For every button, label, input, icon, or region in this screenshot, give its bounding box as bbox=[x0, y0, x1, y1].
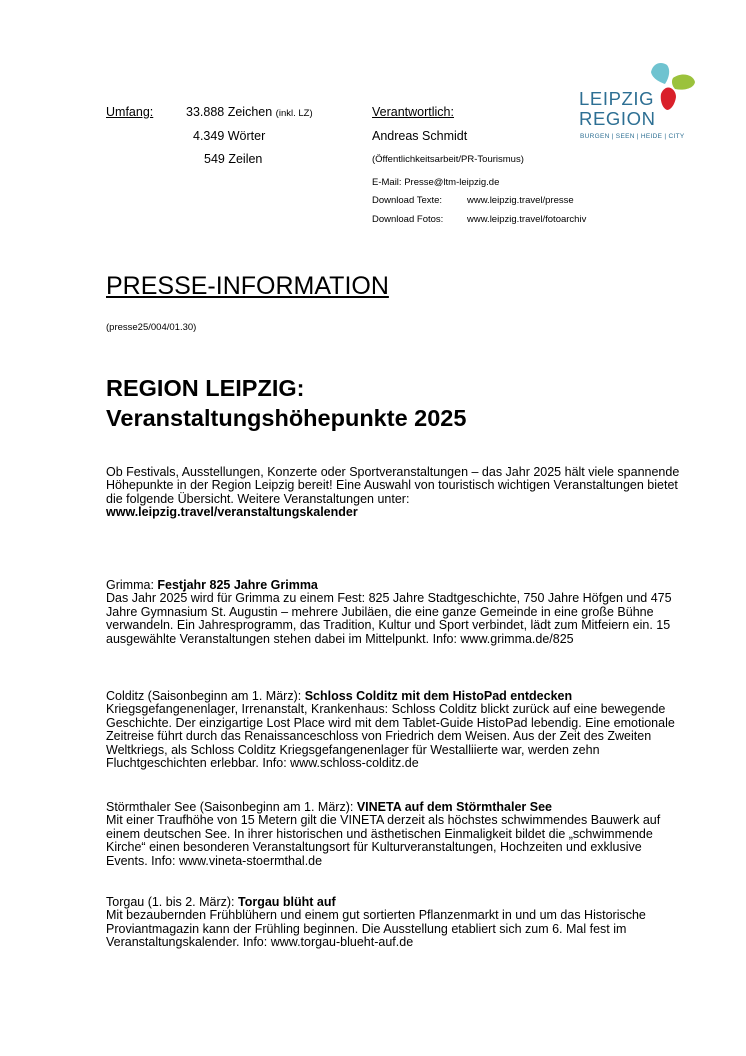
event-title: Schloss Colditz mit dem HistoPad entdecken bbox=[304, 689, 573, 703]
event-body: Mit einer Traufhöhe von 15 Metern gilt die VINETA derzeit als höchstes schwimmendes Bauwerk auf einem deutschen See. In ihrer historischen und ästhetischen Einmaligkeit bildet die „schwimmende Kirche“ einen besonderen Veranstaltungsort für Kulturveranstaltungen, Hochzeiten und exklusive Events. Info: www.vineta-stoermthal.de bbox=[106, 813, 661, 868]
headline bbox=[106, 373, 466, 433]
download-texte-link[interactable]: www.leipzig.travel/presse bbox=[467, 195, 574, 206]
event-place: Grimma: bbox=[106, 578, 158, 592]
logo-word-region: REGION bbox=[579, 108, 656, 129]
logo-tagline: BURGEN | SEEN | HEIDE | CITY bbox=[580, 133, 685, 140]
event-body: Mit bezaubernden Frühblühern und einem gut sortierten Pflanzenmarkt in und um das Historische Proviantmagazin kann der Frühling beginnen. Die Ausstellung etabliert sich zum 6. Mal fest im Veranstaltungskalender. Info: www.torgau-blueht-auf.de bbox=[106, 908, 646, 950]
event-title: VINETA auf dem Störmthaler See bbox=[356, 800, 552, 814]
download-texte-label: Download Texte: bbox=[372, 195, 443, 206]
event-body: Das Jahr 2025 wird für Grimma zu einem Fest: 825 Jahre Stadtgeschichte, 750 Jahre Höfgen und 475 Jahre Gymnasium St. Augustin – mehrere Jubiläen, die eine ganze Gemeinde in eine große Bühne verwandeln. Ein Jahresprogramm, das Tradition, Kultur und Sport verbindet, lädt zum Mitfeiern ein. 15 ausgewählte Veranstaltungen stehen dabei im Mittelpunkt. Info: www.grimma.de/825 bbox=[106, 591, 672, 646]
contact-email[interactable]: E-Mail: Presse@ltm-leipzig.de bbox=[372, 177, 500, 188]
logo-leaf-icon bbox=[649, 62, 697, 110]
event-torgau bbox=[106, 896, 686, 950]
press-information-title: PRESSE-INFORMATION bbox=[106, 272, 389, 300]
zeichen-count bbox=[186, 106, 313, 119]
download-fotos-label: Download Fotos: bbox=[372, 214, 444, 225]
event-place: Torgau (1. bis 2. März): bbox=[106, 895, 238, 909]
event-title: Festjahr 825 Jahre Grimma bbox=[157, 578, 318, 592]
event-title: Torgau blüht auf bbox=[238, 895, 336, 909]
leipzig-region-logo bbox=[577, 62, 707, 152]
umfang-label: Umfang: bbox=[106, 105, 154, 119]
verantwortlich-label: Verantwortlich: bbox=[372, 105, 454, 119]
headline-line-2: Veranstaltungshöhepunkte 2025 bbox=[106, 405, 467, 431]
contact-role: (Öffentlichkeitsarbeit/PR-Tourismus) bbox=[372, 154, 524, 165]
woerter-count: 4.349 Wörter bbox=[193, 129, 266, 143]
event-body: Kriegsgefangenenlager, Irrenanstalt, Krankenhaus: Schloss Colditz blickt zurück auf eine bewegende Geschichte. Der einzigartige Lost Place wird mit dem Tablet-Guide HistoPad lebendig. Eine emotionale Zeitreise führt durch das Renaissanceschloss von Friedrich dem Weisen. Aus der Zeit des Zweiten Weltkriegs, als Schloss Colditz Kriegsgefangenenlager für Westalliierte war, werden zehn Fluchtgeschichten erlebbar. Info: www.schloss-colditz.de bbox=[106, 702, 675, 771]
intro-link[interactable]: www.leipzig.travel/veranstaltungskalender bbox=[106, 505, 358, 520]
contact-name: Andreas Schmidt bbox=[372, 129, 468, 143]
logo-word-leipzig: LEIPZIG bbox=[579, 88, 655, 109]
event-colditz bbox=[106, 690, 686, 770]
event-stoermthal bbox=[106, 801, 686, 868]
event-place: Störmthaler See (Saisonbeginn am 1. März): bbox=[106, 800, 357, 814]
intro-paragraph bbox=[106, 466, 686, 520]
intro-text: Ob Festivals, Ausstellungen, Konzerte oder Sportveranstaltungen – das Jahr 2025 hält viele spannende Höhepunkte in der Region Leipzig bereit! Eine Auswahl von touristisch wichtigen Veranstaltungen bietet die folgende Übersicht. Weitere Veranstaltungen unter: bbox=[106, 465, 680, 506]
event-place: Colditz (Saisonbeginn am 1. März): bbox=[106, 689, 305, 703]
headline-line-1: REGION LEIPZIG: bbox=[106, 375, 305, 401]
event-grimma bbox=[106, 579, 686, 646]
press-reference: (presse25/004/01.30) bbox=[106, 322, 197, 333]
zeichen-value: 33.888 Zeichen bbox=[186, 105, 273, 119]
zeichen-note: (inkl. LZ) bbox=[275, 108, 313, 119]
download-fotos-link[interactable]: www.leipzig.travel/fotoarchiv bbox=[467, 214, 587, 225]
zeilen-count: 549 Zeilen bbox=[204, 152, 263, 166]
